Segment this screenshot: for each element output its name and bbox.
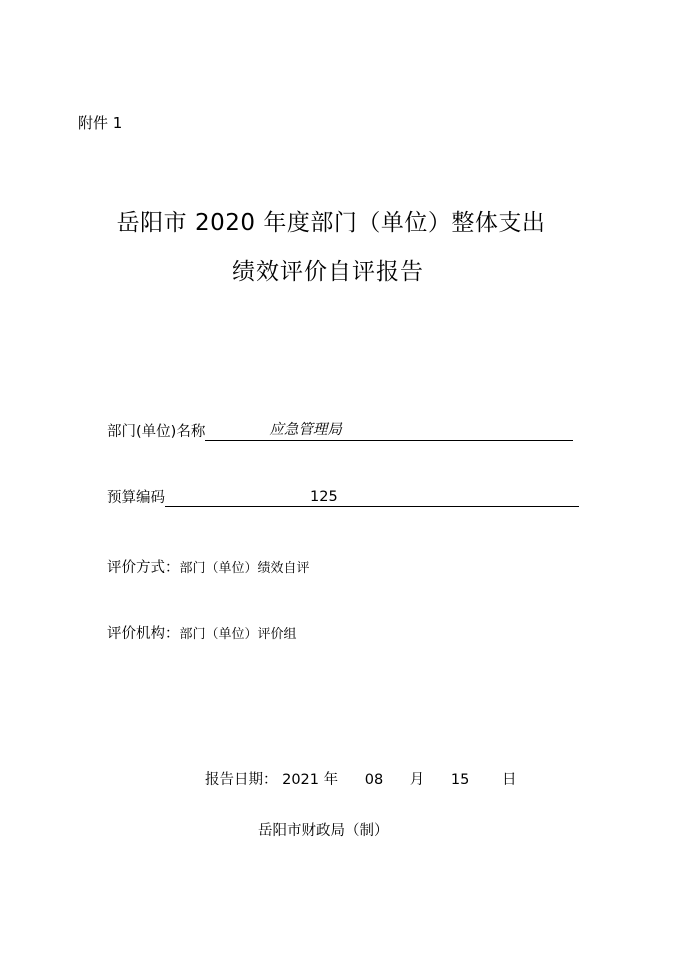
- report-date: [205, 768, 516, 789]
- report-title-line2: 绩效评价自评报告: [232, 259, 424, 285]
- dept-name-value: 应急管理局: [269, 422, 342, 438]
- issuer-label: 岳阳市财政局（制）: [258, 823, 389, 839]
- eval-org-label: 评价机构：: [107, 626, 180, 642]
- dept-name-row: [107, 420, 573, 441]
- eval-org-row: [107, 622, 297, 643]
- budget-code-label: 预算编码: [107, 490, 165, 506]
- dept-name-label: 部门(单位)名称: [107, 424, 206, 440]
- eval-method-label: 评价方式：: [107, 560, 180, 576]
- budget-code-field[interactable]: [165, 486, 579, 507]
- report-date-month-unit: 月: [409, 772, 425, 788]
- dept-name-field[interactable]: [205, 420, 573, 441]
- report-title-line1-text: 岳阳市 2020 年度部门（单位）整体支出: [116, 210, 546, 236]
- report-date-day: 15: [450, 772, 470, 788]
- eval-method-row: [107, 556, 310, 577]
- report-date-year-unit: 年: [323, 772, 339, 788]
- report-title-line1: [0, 204, 674, 237]
- budget-code-row: [107, 486, 579, 507]
- report-date-year: 2021: [282, 772, 320, 788]
- budget-code-value: 125: [310, 489, 338, 505]
- report-date-month: 08: [364, 772, 384, 788]
- report-date-day-unit: 日: [501, 772, 517, 788]
- eval-org-value: 部门（单位）评价组: [179, 627, 297, 642]
- attachment-label: 附件 1: [78, 114, 123, 132]
- eval-method-value: 部门（单位）绩效自评: [179, 561, 310, 576]
- report-date-label: 报告日期：: [205, 772, 278, 788]
